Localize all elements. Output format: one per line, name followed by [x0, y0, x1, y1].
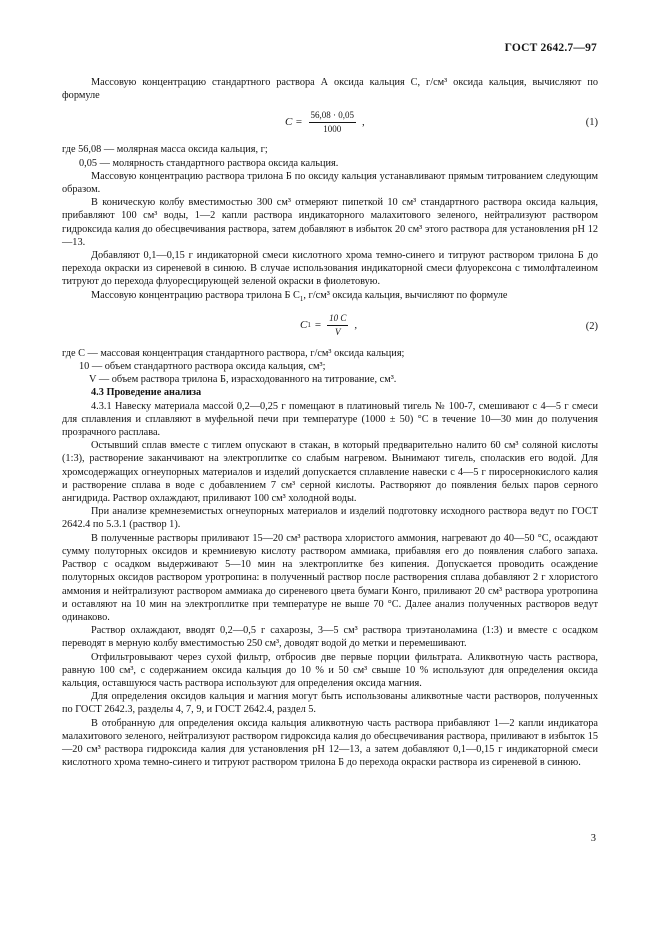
- paragraph: где C — массовая концентрация стандартного раствора, г/см³ оксида кальция;: [62, 347, 405, 359]
- formula-1: [62, 107, 598, 137]
- paragraph: 4.3.1 Навеску материала массой 0,2—0,25 г помещают в платиновый тигель № 100-7, смешивают с 4—5 г смеси для сплавления и сплавляют в муфельной печи при температуре (1000 ± 50) °С в течение 10—30 мин до получения прозрачного расплава.: [62, 400, 598, 439]
- formula-numerator: 56,08 · 0,05: [309, 110, 357, 123]
- formula-body: [285, 107, 365, 137]
- paragraph: Массовую концентрацию раствора трилона Б по оксиду кальция устанавливают прямым титрованием следующим образом.: [62, 170, 598, 196]
- paragraph: где 56,08 — молярная масса оксида кальция, г;: [62, 144, 268, 156]
- formula-fraction: [327, 313, 348, 338]
- paragraph: В отобранную для определения оксида кальция аликвотную часть раствора прибавляют 1—2 капли индикатора малахитового зеленого, нейтрализуют раствором гидроксида калия до обесцвечивания раствора, приливают в избыток 15—20 см³ раствора гидроксида калия для установления рН 12—13, а затем добавляют 0,1—0,15 г индикаторной смеси кислотного хрома темно-синего и титруют раствором трилона Б до перехода окраски раствора из сиреневой в синюю.: [62, 717, 598, 769]
- formula-number: (1): [585, 117, 598, 129]
- paragraph: Добавляют 0,1—0,15 г индикаторной смеси кислотного хрома темно-синего и титруют раствором трилона Б до перехода окраски из сиреневой в синюю. В случае использования индикаторной смеси флуорексона с тимолфталеином титруют до перехода флуоресцирующей зеленой окраски в фиолетовую.: [62, 250, 598, 288]
- paragraph-text: Массовую концентрацию раствора трилона Б C: [91, 289, 300, 301]
- formula-equals: =: [314, 319, 322, 332]
- paragraph: Массовую концентрацию стандартного раствора А оксида кальция C, г/см³ оксида кальция, вычисляют по формуле: [62, 77, 598, 102]
- formula-fraction: [309, 110, 357, 135]
- paragraph-text: , г/см³ оксида кальция, вычисляют по формуле: [303, 289, 508, 301]
- formula-tail: ,: [362, 115, 365, 128]
- subscript: 1: [299, 294, 304, 303]
- formula-lhs: C: [300, 319, 308, 332]
- paragraph: Для определения оксидов кальция и магния могут быть использованы аликвотные части растворов, полученных по ГОСТ 2642.3, разделы 4, 7, 9, и ГОСТ 2642.4, раздел 5.: [62, 691, 598, 716]
- formula-tail: ,: [354, 319, 358, 332]
- paragraph: Остывший сплав вместе с тиглем опускают в стакан, в который предварительно налито 60 см³ соляной кислоты (1:3), растворение заканчивают на электроплитке со слабым нагревом. Вынимают тигель, споласкив его водой. Для хромсодержащих огнеупорных материалов и изделий допускается сплавление навески с 4—5 г пиросернокислого калия и растворение сплава в воде с добавлением 7 см³ серной кислоты. Растворяют до появления белых паров серного ангидрида. Раствор охлаждают, приливают 100 см³ холодной воды.: [62, 440, 598, 505]
- formula-lhs: C =: [285, 115, 303, 128]
- paragraph: Раствор охлаждают, вводят 0,2—0,5 г сахарозы, 3—5 см³ раствора триэтаноламина (1:3) и вместе с осадком переводят в мерную колбу вместимостью 250 см³, доводят водой до метки и перемешивают.: [62, 625, 598, 650]
- document-body: [62, 76, 598, 769]
- formula-numerator: 10 C: [327, 313, 348, 326]
- formula-body: [300, 311, 357, 341]
- paragraph: В коническую колбу вместимостью 300 см³ отмеряют пипеткой 10 см³ стандартного раствора оксида кальция, прибавляют 100 см³ воды, 1—2 капли раствора индикаторного малахитового зеленого, нейтрализуют раствором гидроксида калия до обесцвечивания раствора, затем добавляют в избыток 20 см³ этого раствора для установления рН 12—13.: [62, 197, 598, 248]
- paragraph: V — объем раствора трилона Б, израсходованного на титрование, см³.: [89, 374, 397, 386]
- formula-denominator: V: [334, 327, 341, 338]
- formula-denominator: 1000: [323, 123, 342, 134]
- paragraph: В полученные растворы приливают 15—20 см³ раствора хлористого аммония, нагревают до 40—50 °С, осаждают сумму полуторных оксидов и кремниевую кислоту раствором аммиака, прибавляя его до появления слабого запаха. Раствор с осадком выдерживают 5—10 мин на электроплитке без кипения. Допускается проводить осаждение полуторных оксидов раствором уротропина: в полученный раствор после растворения сплава добавляют 2 г хлористого аммония и нейтрализуют раствором аммиака до сиреневого цвета бумаги Конго, приливают 20 см³ раствора уротропина и оставляют на 10 мин на электроплитке при температуре не выше 70 °С. Далее анализ полученных растворов ведут одинаково.: [62, 532, 598, 623]
- formula-number: (2): [585, 320, 598, 332]
- paragraph: Отфильтровывают через сухой фильтр, отбросив две первые порции фильтрата. Аликвотную часть раствора, равную 100 см³, с содержанием оксида кальция до 10 % и 50 см³ свыше 10 % используют для определения оксида кальция, оставшуюся часть раствора используют для определения оксида магния.: [62, 651, 598, 689]
- formula-lhs-subscript: 1: [307, 321, 311, 330]
- paragraph: При анализе кремнеземистых огнеупорных материалов и изделий подготовку исходного раствора ведут по ГОСТ 2642.4 по 5.3.1 (раствор 1).: [62, 506, 598, 531]
- paragraph: 10 — объем стандартного раствора оксида кальция, см³;: [79, 361, 326, 373]
- document-header: ГОСТ 2642.7—97: [504, 42, 597, 54]
- section-heading: 4.3 Проведение анализа: [91, 387, 202, 399]
- page-number: 3: [590, 833, 596, 844]
- paragraph: 0,05 — молярность стандартного раствора оксида кальция.: [79, 157, 339, 169]
- formula-2: [62, 311, 598, 341]
- paragraph: [62, 289, 598, 306]
